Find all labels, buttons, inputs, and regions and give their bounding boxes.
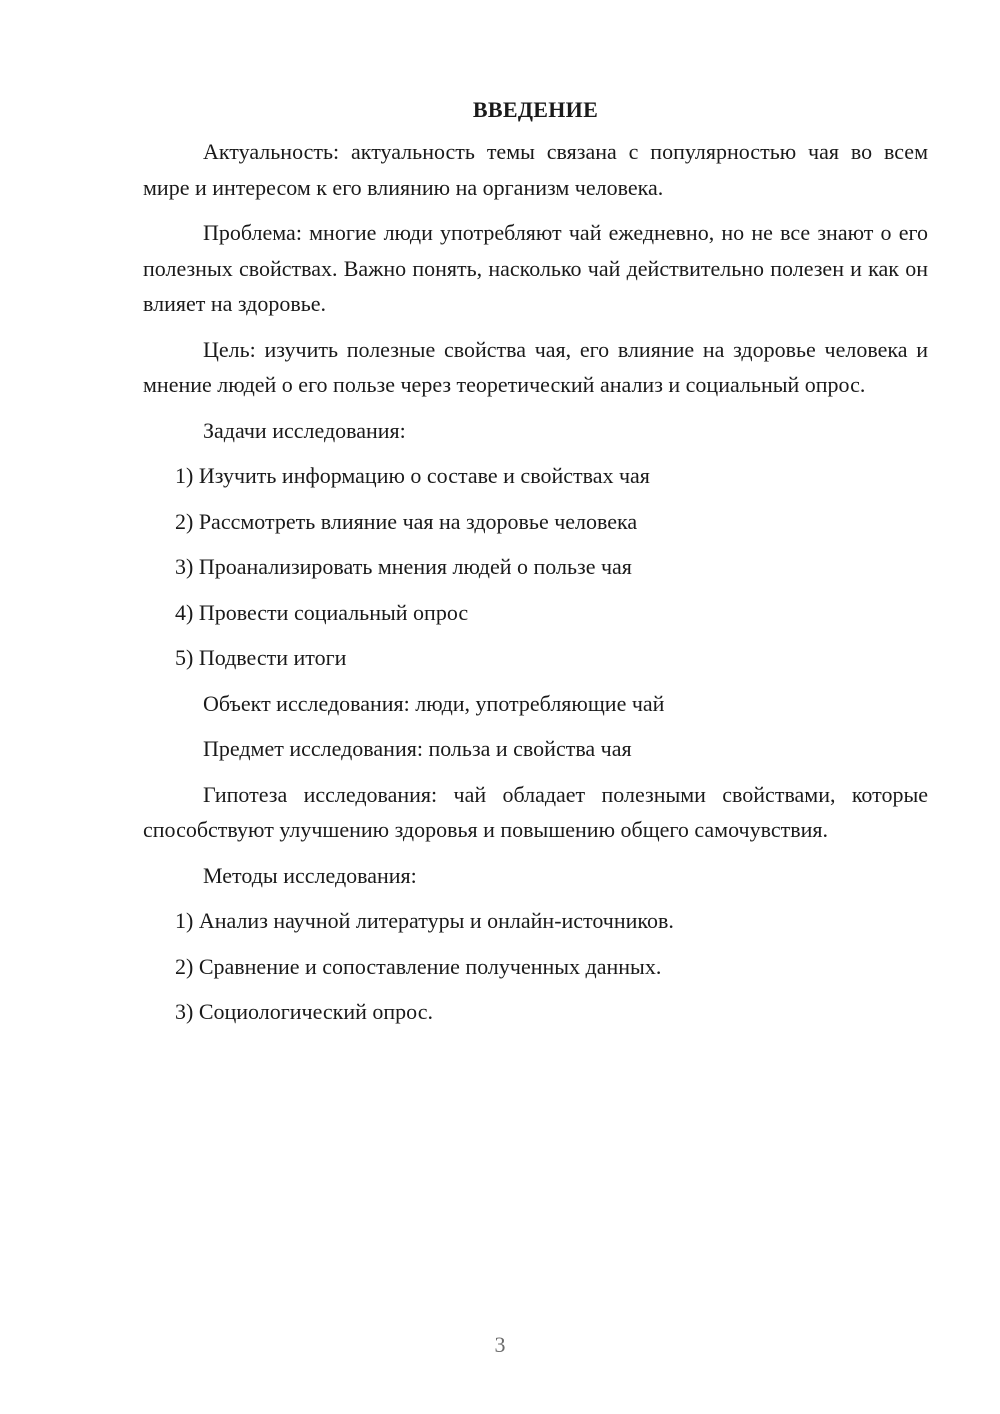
page-number: 3 [494,1332,506,1357]
problem-paragraph: Проблема: многие люди употребляют чай ежедневно, но не все знают о его полезных свойствах. Важно понять, насколько чай действительно полезен и как он влияет на здоровье. [143,220,928,316]
list-item: 1) Изучить информацию о составе и свойствах чая [175,463,650,488]
object-line: Объект исследования: люди, употребляющие чай [203,690,665,716]
list-item: 2) Сравнение и сопоставление полученных данных. [175,953,662,979]
methods-list [143,903,928,1030]
page-title: ВВЕДЕНИЕ [472,97,599,122]
list-item: 1) Анализ научной литературы и онлайн-источников. [175,908,674,933]
relevance-paragraph: Актуальность: актуальность темы связана с популярностью чая во всем мире и интересом к его влиянию на организм человека. [143,139,928,200]
list-item: 5) Подвести итоги [175,645,347,670]
tasks-heading: Задачи исследования: [203,417,406,443]
list-item: 2) Рассмотреть влияние чая на здоровье человека [175,508,638,534]
goal-paragraph: Цель: изучить полезные свойства чая, его влияние на здоровье человека и мнение людей о его пользе через теоретический анализ и социальный опрос. [143,336,928,397]
tasks-list [143,458,928,676]
document-page [143,92,928,1040]
subject-line: Предмет исследования: польза и свойства чая [203,736,632,761]
list-item: 3) Социологический опрос. [175,999,433,1024]
list-item: 4) Провести социальный опрос [175,599,469,625]
methods-heading: Методы исследования: [203,862,417,888]
list-item: 3) Проанализировать мнения людей о пользе чая [175,554,632,579]
hypothesis-paragraph: Гипотеза исследования: чай обладает полезными свойствами, которые способствуют улучшению здоровья и повышению общего самочувствия. [143,781,928,842]
